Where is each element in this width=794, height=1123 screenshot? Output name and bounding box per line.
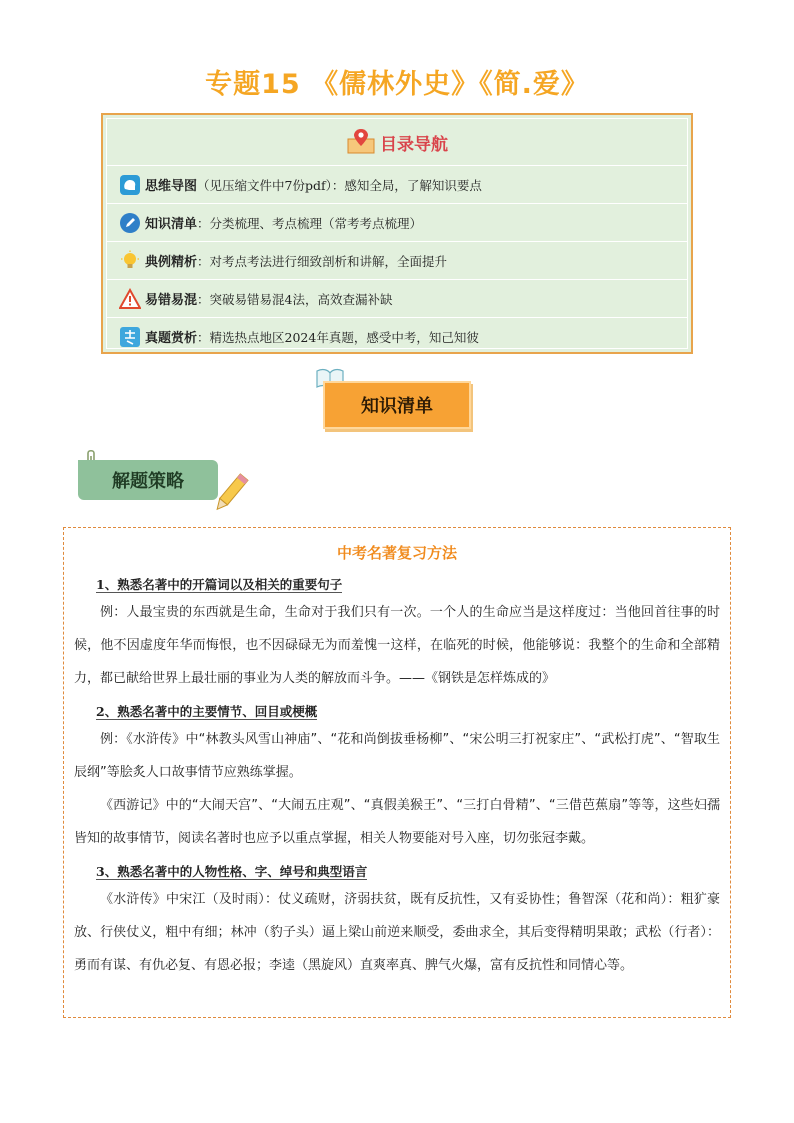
page-title: 专题15 《儒林外史》《简.爱》 — [205, 69, 589, 100]
toc-item-knowledge[interactable]: 知识清单 ：分类梳理、考点梳理（常考考点梳理） — [107, 204, 687, 242]
toc-box — [101, 113, 693, 354]
toc-item-examples[interactable]: 典例精析 ：对考点考法进行细致剖析和讲解，全面提升 — [107, 242, 687, 280]
pencil-icon — [210, 470, 250, 522]
paragraph-3: 《西游记》中的“大闹天宫”、“大闹五庄观”、“真假美猴王”、“三打白骨精”、“三借芭蕉扇”等等，这些妇孺皆知的故事情节，阅读名著时也应予以重点掌握，相关人物要能对号入座，切勿张冠李戴。 — [74, 798, 720, 846]
pencil-icon — [119, 212, 141, 234]
section-badge-label: 知识清单 — [323, 381, 471, 429]
toc-header — [107, 119, 687, 166]
paragraph-4: 《水浒传》中宋江（及时雨）：仗义疏财，济弱扶贫，既有反抗性，又有妥协性；鲁智深（花和尚）：粗犷豪放、行侠仗义，粗中有细；林冲（豹子头）逼上梁山前逆来顺受，委曲求全，其后变得精明果敢；武松（行者）：勇而有谋、有仇必复、有恩必报；李逵（黑旋风）直爽率真、脾气火爆，富有反抗性和同情心等。 — [74, 892, 720, 973]
toc-heading: 目录导航 — [380, 134, 448, 155]
paragraph-2: 例：《水浒传》中“林教头风雪山神庙”、“花和尚倒拔垂杨柳”、“宋公明三打祝家庄”、“武松打虎”、“智取生辰纲”等脍炙人口故事情节应熟练掌握。 — [74, 732, 720, 780]
heading-2: 2、熟悉名著中的主要情节、回目或梗概 — [96, 704, 318, 719]
heading-1: 1、熟悉名著中的开篇词以及相关的重要句子 — [96, 577, 343, 592]
section-badge — [315, 367, 480, 435]
content-box — [63, 527, 731, 1018]
toc-item-mistakes[interactable]: 易错易混 ：突破易错易混4法，高效查漏补缺 — [107, 280, 687, 318]
content-title: 中考名著复习方法 — [336, 544, 457, 562]
brain-icon — [119, 174, 141, 196]
heading-3: 3、熟悉名著中的人物性格、字、绰号和典型语言 — [96, 864, 368, 879]
warning-icon — [119, 288, 141, 310]
toc-item-mindmap[interactable]: 思维导图 （见压缩文件中7份pdf）：感知全局，了解知识要点 — [107, 166, 687, 204]
map-location-icon — [346, 127, 376, 157]
exam-icon — [119, 326, 141, 348]
strategy-tag-label: 解题策略 — [78, 460, 218, 500]
strategy-tag — [72, 448, 252, 523]
lightbulb-icon — [119, 250, 141, 272]
paragraph-1: 例：人最宝贵的东西就是生命，生命对于我们只有一次。一个人的生命应当是这样度过：当他回首往事的时候，他不因虚度年华而悔恨，也不因碌碌无为而羞愧一这样，在临死的时候，他能够说：我整个的生命和全部精力，都已献给世界上最壮丽的事业为人类的解放而斗争。——《钢铁是怎样炼成的》 — [74, 605, 720, 686]
toc-item-exams[interactable]: 真题赏析 ：精选热点地区2024年真题，感受中考，知己知彼 — [107, 318, 687, 355]
